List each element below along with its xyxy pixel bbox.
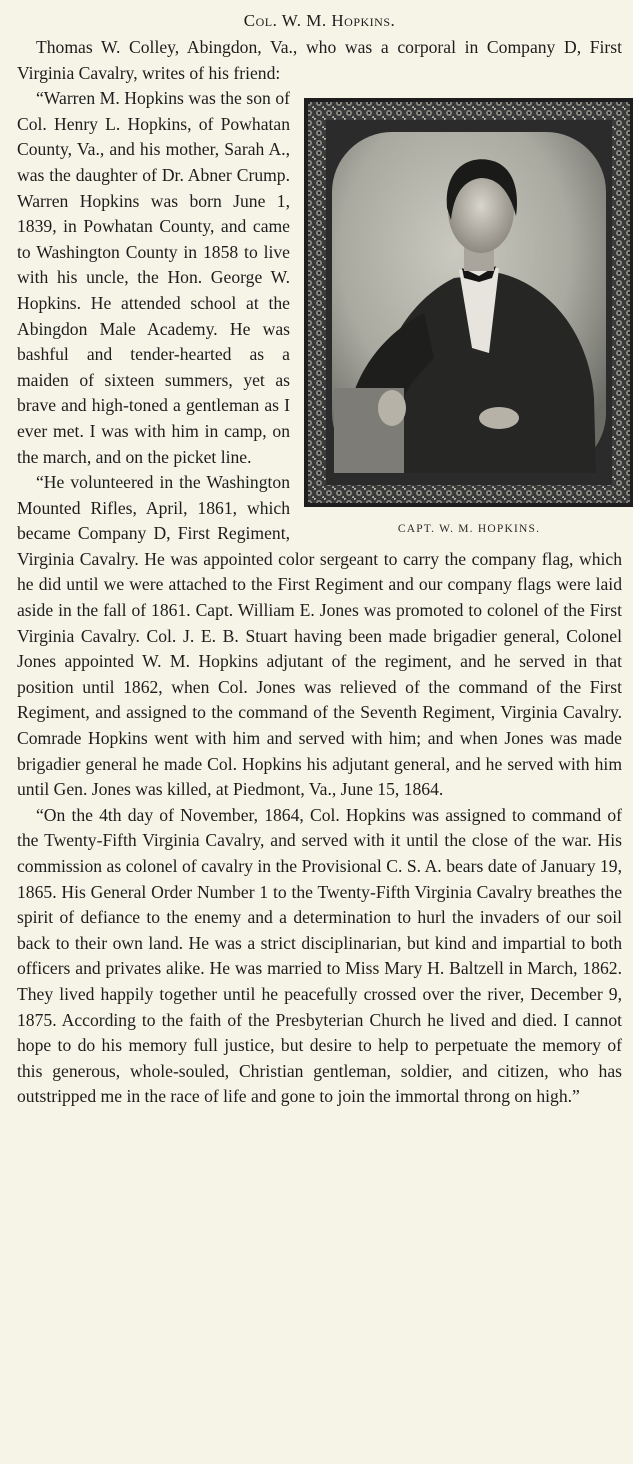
- portrait-figure: [304, 98, 633, 537]
- body-paragraph-2: “He volunteered in the Washington Mounted Rifles, April, 1861, which became Company D, First Regiment, Virginia Cavalry. He was appointed color sergeant to carry the company flag, which he did until we were attached to the First Regiment and our company flags were laid aside in the fall of 1861. Capt. William E. Jones was promoted to colonel of the First Virginia Cavalry. Col. J. E. B. Stuart having been made brigadier general, Colonel Jones appointed W. M. Hopkins adjutant of the regiment, and he served in that position until 1862, when Col. Jones was relieved of the command of the First Regiment, and assigned to the command of the Seventh Regiment, Virginia Cavalry. Comrade Hopkins went with him and served with him; and when Jones was made brigadier general he made Col. Hopkins his adjutant general, and he served with him until Gen. Jones was killed, at Piedmont, Va., June 15, 1864.: [17, 472, 622, 800]
- body-paragraph-1: “Warren M. Hopkins was the son of Col. Henry L. Hopkins, of Powhatan County, Va., and his mother, Sarah A., was the daughter of Dr. Abner Crump. Warren Hopkins was born June 1, 1839, in Powhatan County, and came to Washington County in 1858 to live with his uncle, the Hon. George W. Hopkins. He attended school at the Abingdon Male Academy. He was bashful and tender-hearted as a maiden of sixteen summers, yet as brave and high-toned a gentleman as I ever met. I was with him in camp, on the march, and on the picket line.: [17, 88, 290, 467]
- intro-paragraph: Thomas W. Colley, Abingdon, Va., who was a corporal in Company D, First Virginia Cavalry, writes of his friend:: [17, 37, 622, 83]
- portrait-caption: CAPT. W. M. HOPKINS.: [397, 523, 541, 536]
- document-page: [17, 8, 622, 1110]
- portrait-photo: [304, 98, 633, 507]
- page-title: [17, 8, 622, 34]
- title-text: Col. W. M. Hopkins.: [243, 11, 396, 30]
- body-paragraph-3: “On the 4th day of November, 1864, Col. Hopkins was assigned to command of the Twenty-Fifth Virginia Cavalry, and served with it until the close of the war. His commission as colonel of cavalry in the Provisional C. S. A. bears date of January 19, 1865. His General Order Number 1 to the Twenty-Fifth Virginia Cavalry breathes the spirit of defiance to the enemy and a determination to hurl the invaders of our soil back to their own land. He was a strict disciplinarian, but kind and impartial to both officers and privates alike. He was married to Miss Mary H. Baltzell in March, 1862. They lived happily together until he peacefully crossed over the river, December 9, 1875. According to the faith of the Presbyterian Church he lived and died. I cannot hope to do his memory full justice, but desire to help to perpetuate the memory of this generous, whole-souled, Christian gentleman, soldier, and citizen, who has outstripped me in the race of life and gone to join the immortal throng on high.”: [17, 804, 622, 1107]
